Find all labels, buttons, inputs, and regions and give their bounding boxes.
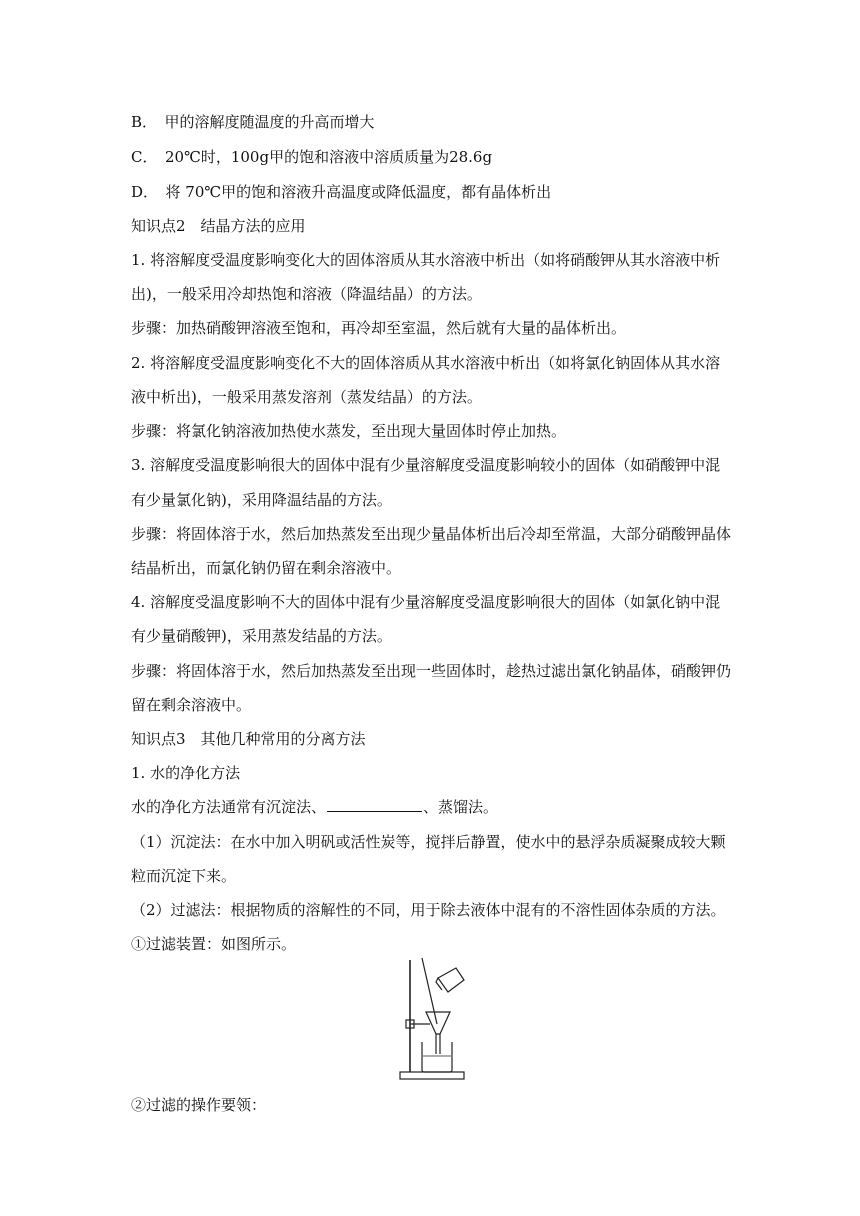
stand-base: [400, 1072, 464, 1079]
paragraph-line: 1. 水的净化方法: [131, 764, 241, 782]
fill-text-before: 水的净化方法通常有沉淀法、: [131, 798, 327, 816]
paragraph-line: 结晶析出，而氯化钠仍留在剩余溶液中。: [131, 559, 402, 577]
paragraph-line: ①过滤装置：如图所示。: [131, 935, 297, 953]
paragraph-line: 粒而沉淀下来。: [131, 867, 237, 885]
paragraph-line: 步骤：将固体溶于水，然后加热蒸发至出现一些固体时，趁热过滤出氯化钠晶体，硝酸钾仍: [131, 662, 732, 680]
section-heading-2: 知识点2 结晶方法的应用: [131, 217, 306, 235]
fill-text-after: 、蒸馏法。: [423, 798, 499, 816]
paragraph-line: 2. 将溶解度受温度影响变化不大的固体溶质从其水溶液中析出（如将氯化钠固体从其水溶: [131, 354, 721, 372]
paragraph-line: 步骤：加热硝酸钾溶液至饱和，再冷却至室温，然后就有大量的晶体析出。: [131, 319, 627, 337]
glass-rod: [422, 958, 437, 1024]
paragraph-line: 步骤：将固体溶于水，然后加热蒸发至出现少量晶体析出后冷却至常温，大部分硝酸钾晶体: [131, 525, 732, 543]
section-heading-3: 知识点3 其他几种常用的分离方法: [131, 730, 366, 748]
paragraph-line: （1）沉淀法：在水中加入明矾或活性炭等，搅拌后静置，使水中的悬浮杂质凝聚成较大颗: [131, 833, 726, 851]
paragraph-line: 1. 将溶解度受温度影响变化大的固体溶质从其水溶液中析出（如将硝酸钾从其水溶液中析: [131, 251, 721, 269]
paragraph-line: 留在剩余溶液中。: [131, 696, 252, 714]
option-d: D． 将 70℃甲的饱和溶液升高温度或降低温度，都有晶体析出: [131, 183, 552, 201]
fill-in-line: [131, 797, 741, 817]
paragraph-line: 出)，一般采用冷却热饱和溶液（降温结晶）的方法。: [131, 285, 482, 303]
receiving-beaker: [422, 1042, 452, 1072]
pouring-beaker: [438, 968, 464, 992]
funnel: [426, 1012, 450, 1034]
paragraph-line: 步骤：将氯化钠溶液加热使水蒸发，至出现大量固体时停止加热。: [131, 422, 567, 440]
option-b: B． 甲的溶解度随温度的升高而增大: [131, 113, 375, 131]
paragraph-line: ②过滤的操作要领：: [131, 1096, 267, 1114]
paragraph-line: 有少量氯化钠)，采用降温结晶的方法。: [131, 491, 392, 509]
paragraph-line: 3. 溶解度受温度影响很大的固体中混有少量溶解度受温度影响较小的固体（如硝酸钾中混: [131, 456, 721, 474]
paragraph-line: 有少量硝酸钾)，采用蒸发结晶的方法。: [131, 627, 392, 645]
answer-blank[interactable]: [327, 797, 422, 812]
paragraph-line: 液中析出)，一般采用蒸发溶剂（蒸发结晶）的方法。: [131, 388, 482, 406]
paragraph-line: （2）过滤法：根据物质的溶解性的不同，用于除去液体中混有的不溶性固体杂质的方法。: [131, 901, 726, 919]
paragraph-line: 4. 溶解度受温度影响不大的固体中混有少量溶解度受温度影响很大的固体（如氯化钠中混: [131, 593, 721, 611]
option-c: C． 20℃时，100g甲的饱和溶液中溶质质量为28.6g: [131, 148, 493, 166]
filtration-apparatus-figure: [392, 952, 466, 1082]
